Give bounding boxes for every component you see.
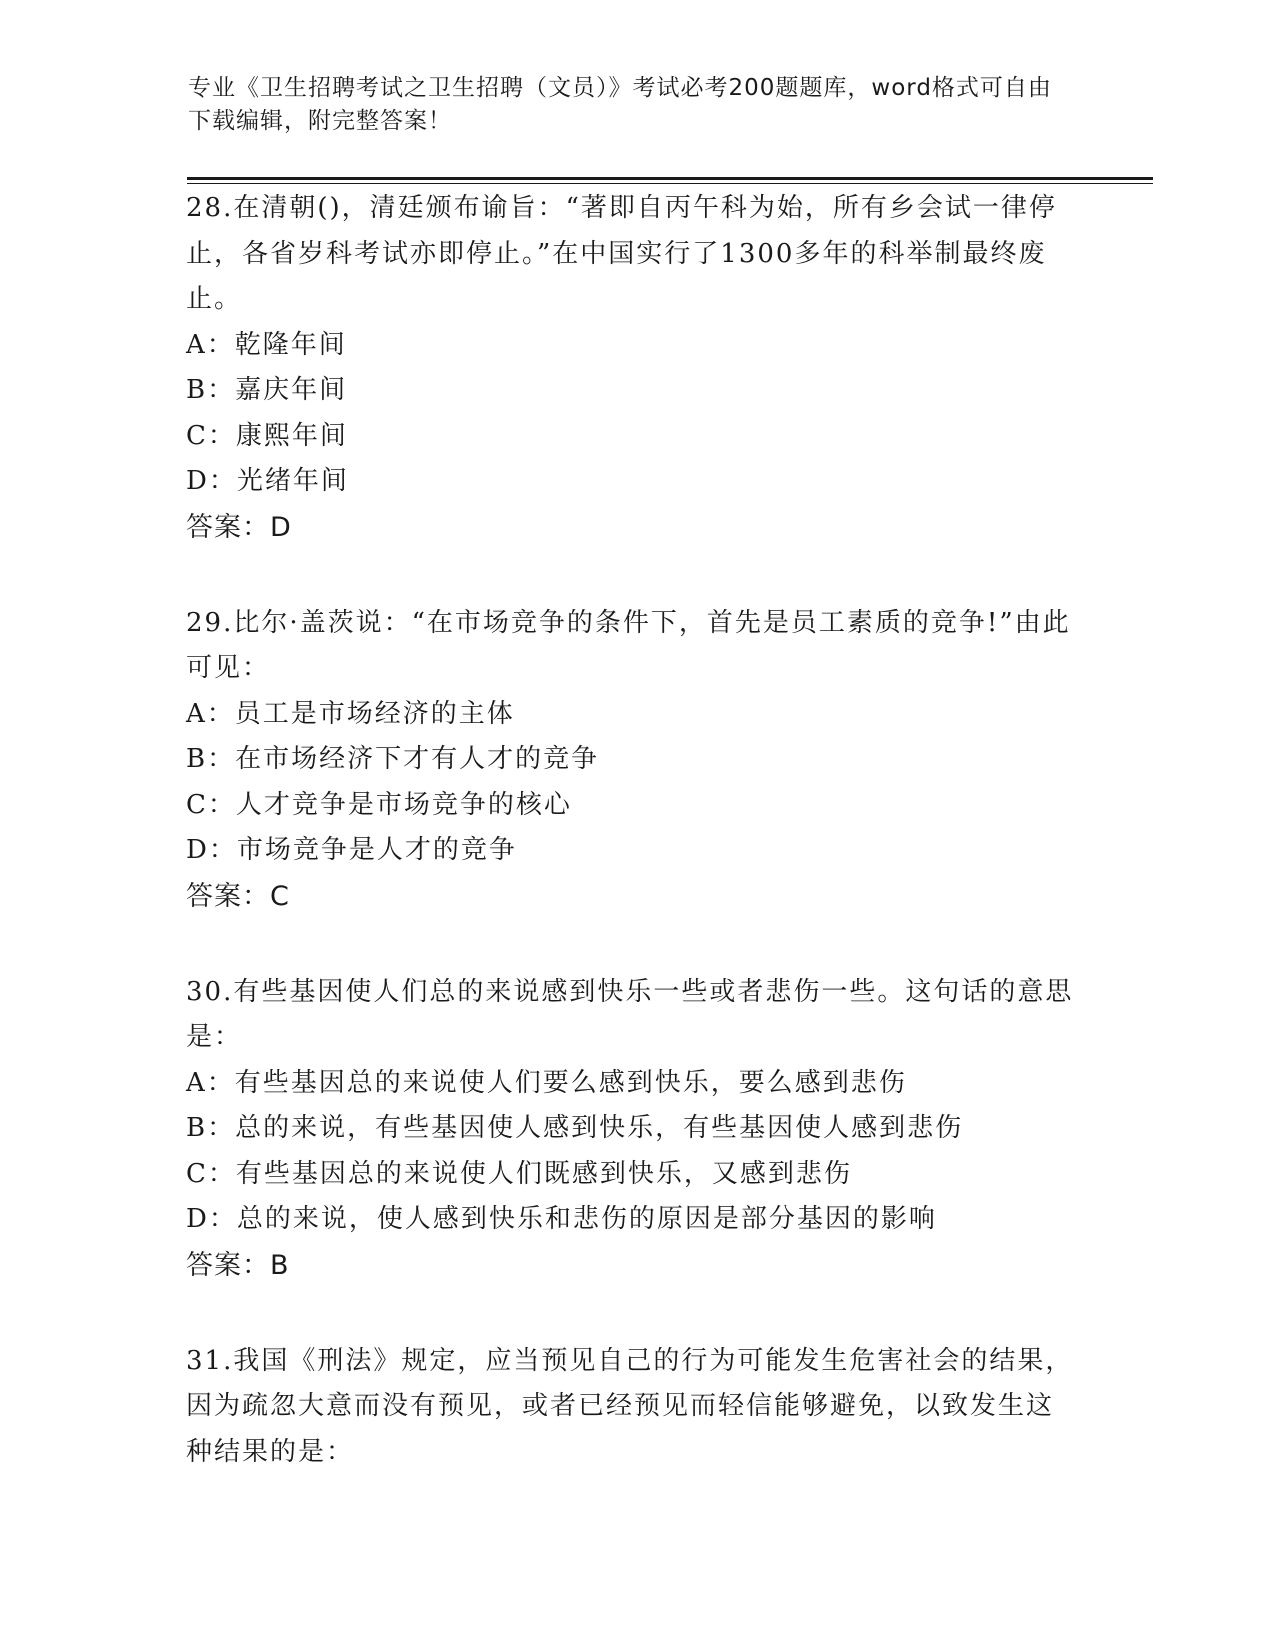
option-b: B：嘉庆年间 [186, 375, 348, 405]
question-text: 31.我国《刑法》规定，应当预见自己的行为可能发生危害社会的结果，因为疏忽大意而没有预见，或者已经预见而轻信能够避免，以致发生这种结果的是： [186, 1345, 1074, 1467]
option-b: B：在市场经济下才有人才的竞争 [186, 744, 600, 774]
answer-line: 答案：B [186, 1249, 290, 1281]
option-a: A：有些基因总的来说使人们要么感到快乐，要么感到悲伤 [186, 1067, 907, 1098]
option-d: D：总的来说，使人感到快乐和悲伤的原因是部分基因的影响 [186, 1204, 937, 1234]
option-c: C：人才竞争是市场竞争的核心 [186, 789, 572, 820]
question-29 [186, 601, 1076, 919]
question-list [186, 186, 1076, 1475]
question-text: 30.有些基因使人们总的来说感到快乐一些或者悲伤一些。这句话的意思是： [186, 976, 1074, 1052]
option-c: C：康熙年间 [186, 420, 348, 451]
question-28 [186, 186, 1076, 550]
header-divider-thick [187, 177, 1153, 180]
question-spacer [186, 1288, 1076, 1339]
header-divider-thin [187, 183, 1153, 184]
option-d: D：光绪年间 [186, 466, 349, 496]
document-header: 专业《卫生招聘考试之卫生招聘（文员）》考试必考200题题库，word格式可自由下载编辑，附完整答案！ [188, 75, 1052, 134]
question-text: 29.比尔·盖茨说：“在市场竞争的条件下，首先是员工素质的竞争!”由此可见： [186, 607, 1071, 683]
question-31 [186, 1339, 1076, 1476]
question-spacer [186, 919, 1076, 970]
question-30 [186, 970, 1076, 1288]
question-spacer [186, 550, 1076, 601]
option-a: A：乾隆年间 [186, 329, 347, 360]
option-a: A：员工是市场经济的主体 [186, 698, 515, 729]
option-c: C：有些基因总的来说使人们既感到快乐，又感到悲伤 [186, 1158, 852, 1189]
question-text: 28.在清朝()，清廷颁布谕旨：“著即自丙午科为始，所有乡会试一律停止，各省岁科考试亦即停止。”在中国实行了1300多年的科举制最终废止。 [186, 193, 1057, 314]
answer-line: 答案：C [186, 880, 290, 912]
option-b: B：总的来说，有些基因使人感到快乐，有些基因使人感到悲伤 [186, 1113, 964, 1143]
option-d: D：市场竞争是人才的竞争 [186, 835, 517, 865]
answer-line: 答案：D [186, 511, 292, 543]
